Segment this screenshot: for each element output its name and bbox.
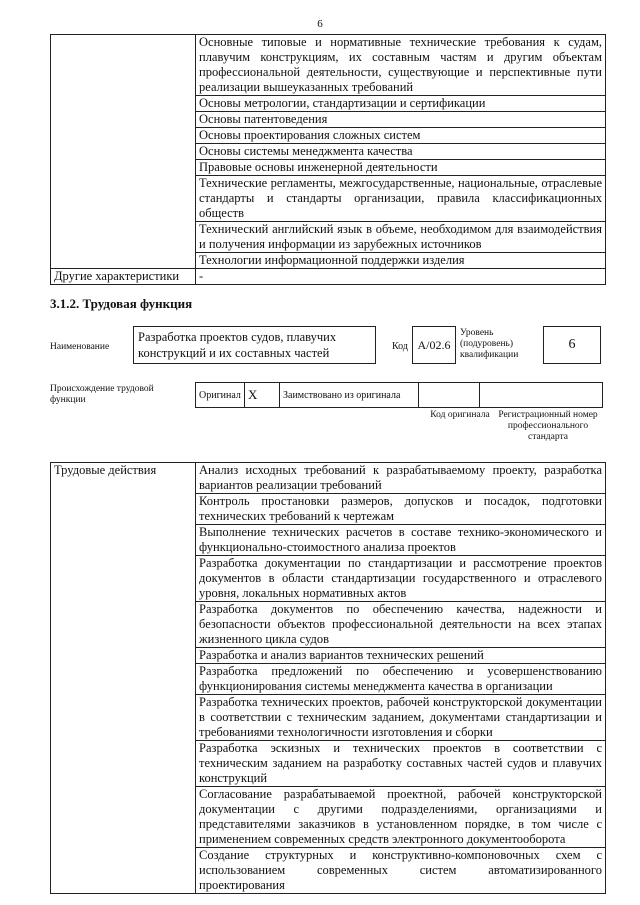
code-value: A/02.6 bbox=[412, 326, 456, 364]
knowledge-label-cell bbox=[51, 35, 196, 269]
labor-action-item: Анализ исходных требований к разрабатываемому проекту, разработка вариантов реализации требований bbox=[196, 463, 606, 494]
labor-action-item: Согласование разрабатываемой проектной, рабочей конструкторской документации с другими подразделениями, организациями и представителями заказчиков в установленном порядке, в том числе с применением современных средств электронного документооборота bbox=[196, 787, 606, 848]
labor-action-item: Разработка технических проектов, рабочей конструкторской документации в соответствии с техническим заданием, документами стандартизации и требованиями технологичности изготовления и сборки bbox=[196, 695, 606, 741]
knowledge-item: Основные типовые и нормативные технические требования к судам, плавучим конструкциям, их составным частям и другим объектам профессиональной деятельности, существующие и перспективные пути реализации вышеуказанных требований bbox=[196, 35, 606, 96]
level-label: Уровень (подуровень) квалификации bbox=[460, 328, 519, 360]
page-number: 6 bbox=[317, 18, 323, 30]
labor-actions-label: Трудовые действия bbox=[51, 463, 196, 894]
labor-action-item: Выполнение технических расчетов в составе технико-экономического и функционально-стоимостного анализа проектов bbox=[196, 525, 606, 556]
origin-table bbox=[195, 382, 603, 408]
section-heading: 3.1.2. Трудовая функция bbox=[50, 296, 193, 311]
knowledge-item: Основы метрологии, стандартизации и сертификации bbox=[196, 96, 606, 112]
original-label: Оригинал bbox=[196, 383, 245, 408]
original-code-cell bbox=[419, 383, 480, 408]
registration-number-cell bbox=[480, 383, 603, 408]
knowledge-item: Правовые основы инженерной деятельности bbox=[196, 160, 606, 176]
name-label: Наименование bbox=[50, 342, 110, 352]
labor-action-item: Создание структурных и конструктивно-компоновочных схем с использованием современных систем автоматизированного проектирования bbox=[196, 848, 606, 894]
level-value: 6 bbox=[543, 326, 601, 364]
code-label: Код bbox=[392, 341, 408, 352]
original-mark: X bbox=[245, 383, 280, 408]
labor-action-item: Разработка документации по стандартизации и рассмотрение проектов документов в области стандартизации государственного и отраслевого уровня, локальных нормативных актов bbox=[196, 556, 606, 602]
knowledge-table bbox=[50, 34, 606, 285]
registration-number-caption: Регистрационный номер профессионального стандарта bbox=[498, 410, 598, 442]
original-code-caption: Код оригинала bbox=[430, 410, 490, 420]
table-row bbox=[51, 35, 606, 96]
origin-label: Происхождение трудовой функции bbox=[50, 384, 154, 405]
labor-actions-table bbox=[50, 462, 606, 894]
table-row bbox=[51, 269, 606, 285]
labor-action-item: Разработка и анализ вариантов технических решений bbox=[196, 648, 606, 664]
labor-action-item: Разработка предложений по обеспечению и усовершенствованию функционирования системы менеджмента качества в организации bbox=[196, 664, 606, 695]
other-characteristics-label: Другие характеристики bbox=[51, 269, 196, 285]
borrowed-label: Заимствовано из оригинала bbox=[280, 383, 419, 408]
labor-action-item: Контроль простановки размеров, допусков и посадок, подготовки технических требований к чертежам bbox=[196, 494, 606, 525]
labor-action-item: Разработка документов по обеспечению качества, надежности и безопасности объектов профессиональной деятельности на всех этапах жизненного цикла судов bbox=[196, 602, 606, 648]
knowledge-item: Основы проектирования сложных систем bbox=[196, 128, 606, 144]
knowledge-item: Основы системы менеджмента качества bbox=[196, 144, 606, 160]
name-value: Разработка проектов судов, плавучих конструкций и их составных частей bbox=[133, 326, 376, 364]
knowledge-item: Технологии информационной поддержки изделия bbox=[196, 253, 606, 269]
knowledge-item: Основы патентоведения bbox=[196, 112, 606, 128]
knowledge-item: Технические регламенты, межгосударственные, национальные, отраслевые стандарты и стандарты организации, правила классификационных обществ bbox=[196, 176, 606, 222]
table-row bbox=[51, 463, 606, 494]
other-characteristics-value: - bbox=[196, 269, 606, 285]
knowledge-item: Технический английский язык в объеме, необходимом для взаимодействия и получения информации из зарубежных источников bbox=[196, 222, 606, 253]
table-row bbox=[196, 383, 603, 408]
labor-action-item: Разработка эскизных и технических проектов в соответствии с техническим заданием на разработку составных частей судов и плавучих конструкций bbox=[196, 741, 606, 787]
